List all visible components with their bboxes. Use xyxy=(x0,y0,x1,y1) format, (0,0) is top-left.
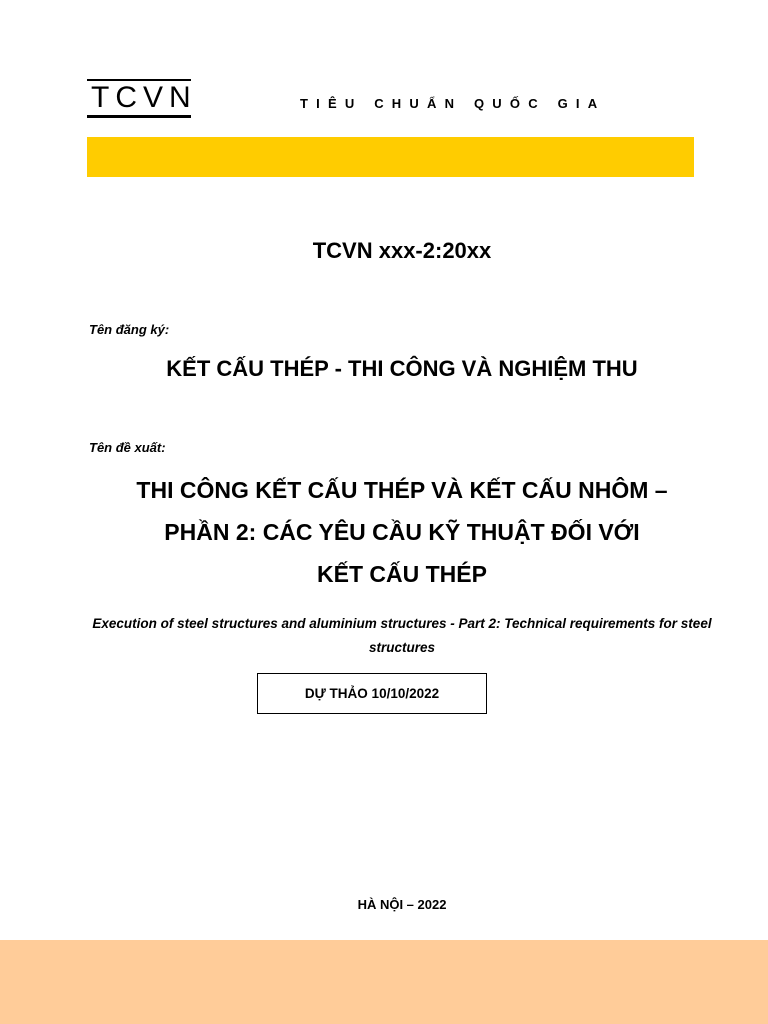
proposed-name-label: Tên đề xuất: xyxy=(89,440,166,455)
draft-date-box: DỰ THẢO 10/10/2022 xyxy=(257,673,487,714)
registered-name-label: Tên đăng ký: xyxy=(89,322,170,337)
tcvn-logo: TCVN xyxy=(87,79,191,118)
registered-title: KẾT CẤU THÉP - THI CÔNG VÀ NGHIỆM THU xyxy=(166,356,638,381)
place-and-year: HÀ NỘI – 2022 xyxy=(357,897,447,912)
accent-bar xyxy=(87,137,694,177)
proposed-title-line-3: KẾT CẤU THÉP xyxy=(317,561,487,587)
proposed-title-line-2: PHẦN 2: CÁC YÊU CẦU KỸ THUẬT ĐỐI VỚI xyxy=(164,519,640,545)
standard-number: TCVN xxx-2:20xx xyxy=(312,238,492,263)
national-standard-heading: TIÊU CHUẨN QUỐC GIA xyxy=(300,96,606,111)
bottom-band xyxy=(0,940,768,1024)
english-title: Execution of steel structures and aluminium structures - Part 2: Technical requirements for steel structures xyxy=(92,616,712,655)
proposed-title-line-1: THI CÔNG KẾT CẤU THÉP VÀ KẾT CẤU NHÔM – xyxy=(136,477,668,503)
proposed-title xyxy=(0,469,768,595)
